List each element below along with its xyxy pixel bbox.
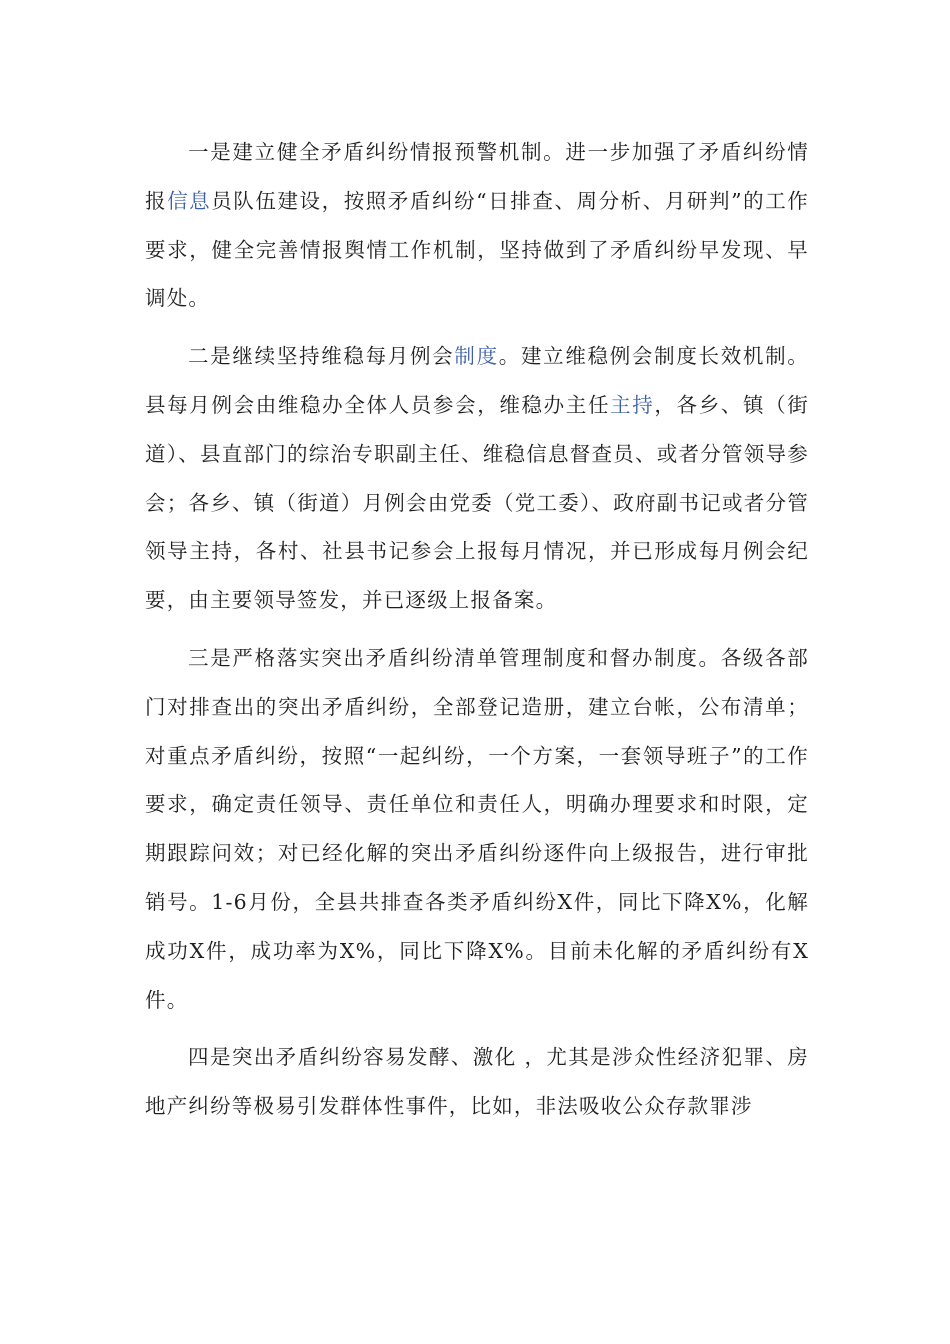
- paragraph-4: [145, 1033, 809, 1131]
- paragraph-3-text: 三是严格落实突出矛盾纠纷清单管理制度和督办制度。各级各部门对排查出的突出矛盾纠纷，全部登记造册，建立台帐，公布清单；对重点矛盾纠纷，按照“一起纠纷，一个方案，一套领导班子”的工作要求，确定责任领导、责任单位和责任人，明确办理要求和时限，定期跟踪问效；对已经化解的突出矛盾纠纷逐件向上级报告，进行审批销号。1-6月份，全县共排查各类矛盾纠纷X件，同比下降X%，化解成功X件，成功率为X%，同比下降X%。目前未化解的矛盾纠纷有X件。: [145, 645, 809, 1012]
- paragraph-3: [145, 634, 809, 1024]
- link-zhuchi[interactable]: 主持: [610, 392, 655, 417]
- paragraph-4-text: 四是突出矛盾纠纷容易发酵、激化 ，尤其是涉众性经济犯罪、房地产纠纷等极易引发群体性事件，比如，非法吸收公众存款罪涉: [145, 1045, 809, 1119]
- paragraph-2-text: 二是继续坚持维稳每月例会: [188, 344, 455, 369]
- paragraph-1-text: 一是建立健全矛盾纠纷情报预警机制。进一步加强了矛盾纠纷情报: [145, 140, 809, 213]
- paragraph-1: [145, 128, 809, 323]
- document-body: [145, 128, 809, 1140]
- paragraph-2-text-end: ，各乡、镇（街道）、县直部门的综治专职副主任、维稳信息督查员、或者分管领导参会；各乡、镇（街道）月例会由党委（党工委）、政府副书记或者分管领导主持，各村、社县书记参会上报每月情况，并已形成每月例会纪要，由主要领导签发，并已逐级上报备案。: [145, 392, 809, 613]
- link-zhidu[interactable]: 制度: [454, 344, 499, 369]
- paragraph-1-text-cont: 员队伍建设，按照矛盾纠纷“日排查、周分析、月研判”的工作要求，健全完善情报舆情工作机制，坚持做到了矛盾纠纷早发现、早调处。: [145, 188, 809, 311]
- paragraph-2: [145, 332, 809, 625]
- link-xinxi[interactable]: 信息: [167, 188, 212, 213]
- paragraph-2-text-cont: 。建立维稳例会制度长效机制。县每月例会由维稳办全体人员参会，维稳办主任: [145, 344, 809, 417]
